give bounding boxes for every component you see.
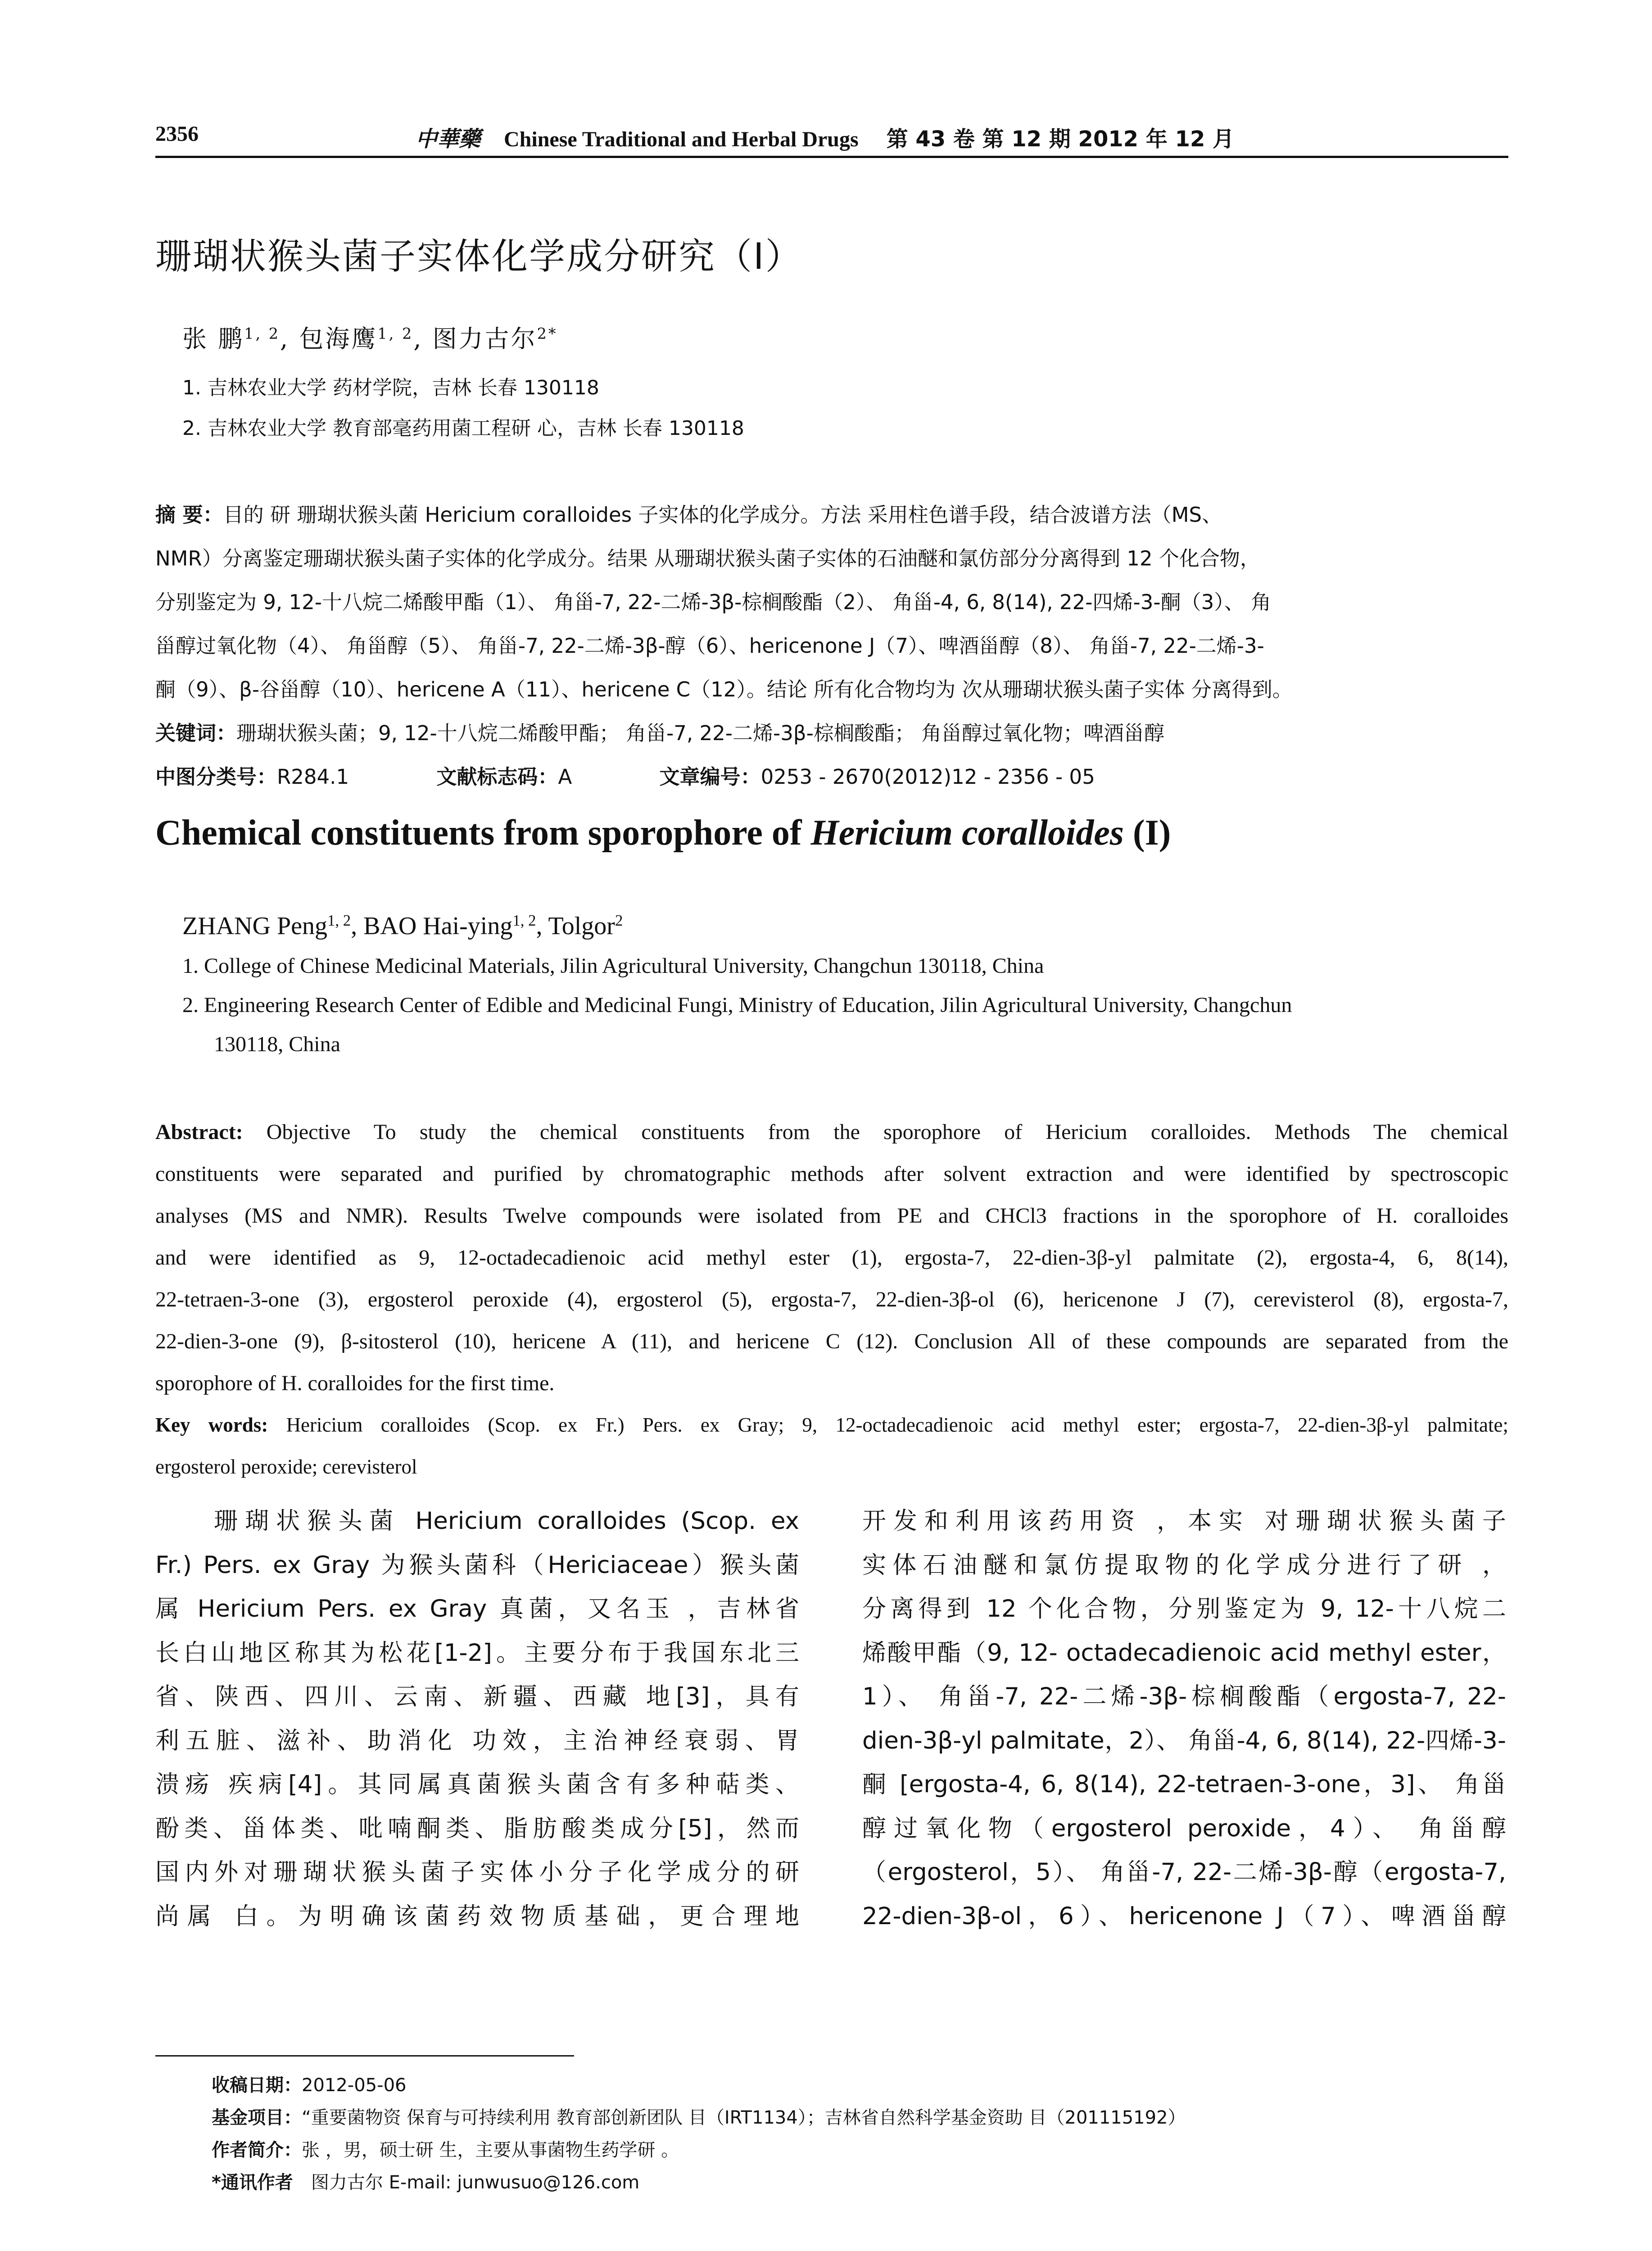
keywords-en-label: Key words: xyxy=(155,1414,268,1436)
keywords-cn-label: 关键词： xyxy=(155,721,237,745)
abstract-en-line: and were identified as 9, 12-octadecadienoic acid methyl ester (1), ergosta-7, 22-dien-3β-yl palmitate (2), ergosta-4, 6, 8(14), xyxy=(155,1246,1508,1270)
authors-en: ZHANG Peng$^{1, 2}$, BAO Hai-ying$^{1, 2}$, Tolgor$^2$ xyxy=(182,911,623,940)
affiliation-2-en: 2. Engineering Research Center of Edible and Medicinal Fungi, Ministry of Education, Jilin Agricultural University, Changchun xyxy=(182,993,1292,1017)
abstract-cn-line: 分别鉴定为 9, 12-十八烷二烯酸甲酯（1）、 角甾-7, 22-二烯-3β-棕榈酸酯（2）、 角甾-4, 6, 8(14), 22-四烯-3-酮（3）、 角 xyxy=(155,590,1272,614)
abstract-cn-line: 甾醇过氧化物（4）、 角甾醇（5）、 角甾-7, 22-二烯-3β-醇（6）、hericenone J（7）、啤酒甾醇（8）、 角甾-7, 22-二烯-3- xyxy=(155,634,1264,658)
body-line: 实体石油醚和氯仿提取物的化学成分进行了研 ， xyxy=(862,1551,1506,1579)
author-1-cn: 张 鹏 xyxy=(182,325,244,353)
abstract-cn xyxy=(155,493,1508,799)
body-line: dien-3β-yl palmitate，2）、 角甾-4, 6, 8(14), 22-四烯-3- xyxy=(862,1727,1506,1754)
abstract-cn-line: 酮（9）、β-谷甾醇（10）、hericene A（11）、hericene C（12）。结论 所有化合物均为 次从珊瑚状猴头菌子实体 分离得到。 xyxy=(155,678,1293,701)
keywords-cn: 珊瑚状猴头菌；9, 12-十八烷二烯酸甲酯； 角甾-7, 22-二烯-3β-棕榈酸酯； 角甾醇过氧化物；啤酒甾醇 xyxy=(236,721,1165,745)
abstract-en-line: 22-tetraen-3-one (3), ergosterol peroxide (4), ergosterol (5), ergosta-7, 22-dien-3β-ol (6), hericenone J (7), cerevisterol (8), ergosta-7, xyxy=(155,1288,1508,1311)
body-line: 国内外对珊瑚状猴头菌子实体小分子化学成分的研 xyxy=(155,1858,799,1886)
body-line: 酚类、甾体类、吡喃酮类、脂肪酸类成分[5]，然而 xyxy=(155,1814,799,1842)
abstract-en-line: analyses (MS and NMR). Results Twelve compounds were isolated from PE and CHCl3 fractions in the sporophore of H. coralloides xyxy=(155,1204,1508,1228)
journal-header xyxy=(416,122,1234,153)
authors-cn: 张 鹏$^{1, 2}$, 包海鹰$^{1, 2}$, 图力古尔$^{2*}$ xyxy=(182,325,558,353)
affiliation-2-cn: 2. 吉林农业大学 教育部毫药用菌工程研 心，吉林 长春 130118 xyxy=(182,417,744,440)
footnote-author: 作者简介：张 ，男，硕士研 生，主要从事菌物生药学研 。 xyxy=(212,2140,679,2161)
footnote-funding: 基金项目：“重要菌物资 保育与可持续利用 教育部创新团队 目（IRT1134）；吉林省自然科学基金资助 目（201115192） xyxy=(212,2107,1186,2128)
author-1-en: ZHANG Peng xyxy=(182,912,327,940)
species-name: Hericium coralloides xyxy=(810,813,1124,853)
author-3-en: Tolgor xyxy=(548,912,615,940)
abstract-en-line: Objective To study the chemical constituents from the sporophore of Hericium coralloides. Methods The chemical xyxy=(266,1120,1508,1144)
abstract-en-line: sporophore of H. coralloides for the first time. xyxy=(155,1371,555,1395)
footnote-rule xyxy=(155,2055,574,2057)
author-3-cn-affil: 2* xyxy=(537,325,558,343)
body-line: 珊瑚状猴头菌 Hericium coralloides (Scop. ex xyxy=(214,1507,799,1535)
article-number: 0253 - 2670(2012)12 - 2356 - 05 xyxy=(760,765,1095,789)
article-title-cn: 珊瑚状猴头菌子实体化学成分研究（I） xyxy=(155,235,803,277)
keywords-en-cont: ergosterol peroxide; cerevisterol xyxy=(155,1455,417,1478)
abstract-en-line: constituents were separated and purified by chromatographic methods after solvent extraction and were identified by spectroscopic xyxy=(155,1162,1508,1186)
page-number: 2356 xyxy=(155,122,199,146)
article-title-en: Chemical constituents from sporophore of Hericium coralloides (I) xyxy=(155,813,1171,853)
affiliation-1-cn: 1. 吉林农业大学 药材学院，吉林 长春 130118 xyxy=(182,376,599,399)
running-header xyxy=(155,122,1508,153)
author-2-en: BAO Hai-ying xyxy=(363,912,513,940)
doc-code: A xyxy=(558,765,572,789)
body-line: 省、陕西、四川、云南、新疆、西藏 地[3]，具有 xyxy=(155,1683,799,1710)
author-1-cn-affil: 1, 2 xyxy=(244,325,281,343)
affiliation-2-en-cont: 130118, China xyxy=(214,1032,340,1056)
body-column-left xyxy=(155,1499,799,1938)
abstract-en-label: Abstract: xyxy=(155,1120,243,1144)
journal-logo-cn: 中華藥 xyxy=(416,127,481,152)
classification-line xyxy=(155,755,1508,799)
body-line: 长白山地区称其为松花[1-2]。主要分布于我国东北三 xyxy=(155,1639,799,1667)
keywords-en: Hericium coralloides (Scop. ex Fr.) Pers. ex Gray; 9, 12-octadecadienoic acid methyl ester; ergosta-7, 22-dien-3β-yl palmitate; xyxy=(286,1414,1508,1436)
clc-label: 中图分类号： xyxy=(155,765,277,789)
author-2-cn-affil: 1, 2 xyxy=(377,325,414,343)
body-line: 尚属 白。为明确该菌药效物质基础，更合理地 xyxy=(155,1902,799,1930)
doc-code-label: 文献标志码： xyxy=(436,765,558,789)
body-line: 开发和利用该药用资 ，本实 对珊瑚状猴头菌子 xyxy=(862,1507,1506,1535)
affiliation-1-en: 1. College of Chinese Medicinal Materials, Jilin Agricultural University, Changchun 130118, China xyxy=(182,954,1044,978)
body-line: 1）、 角甾-7, 22-二烯-3β-棕榈酸酯（ergosta-7, 22- xyxy=(862,1683,1506,1710)
body-line: 酮 [ergosta-4, 6, 8(14), 22-tetraen-3-one，3]、 角甾 xyxy=(862,1771,1506,1798)
body-line: 烯酸甲酯（9, 12- octadecadienoic acid methyl ester， xyxy=(862,1639,1506,1667)
abstract-en xyxy=(155,1111,1508,1488)
body-line: 醇过氧化物（ergosterol peroxide，4）、 角甾醇 xyxy=(862,1814,1506,1842)
body-line: （ergosterol，5）、 角甾-7, 22-二烯-3β-醇（ergosta-7, xyxy=(862,1858,1506,1886)
clc-code: R284.1 xyxy=(277,765,349,789)
author-2-cn: 包海鹰 xyxy=(299,325,378,353)
abstract-cn-label: 摘 要： xyxy=(155,503,223,527)
body-column-right xyxy=(862,1499,1506,1938)
author-3-cn: 图力古尔 xyxy=(432,325,537,353)
abstract-en-line: 22-dien-3-one (9), β-sitosterol (10), hericene A (11), and hericene C (12). Conclusion All of these compounds are separated from the xyxy=(155,1329,1508,1353)
footnote-received: 收稿日期：2012-05-06 xyxy=(212,2075,407,2096)
body-line: 利五脏、滋补、助消化 功效，主治神经衰弱、胃 xyxy=(155,1727,799,1754)
abstract-cn-line: NMR）分离鉴定珊瑚状猴头菌子实体的化学成分。结果 从珊瑚状猴头菌子实体的石油醚和氯仿部分分离得到 12 个化合物， xyxy=(155,547,1260,570)
footnote-corresponding: *通讯作者 图力古尔 E-mail: junwusuo@126.com xyxy=(212,2172,640,2193)
body-line: 分离得到 12 个化合物，分别鉴定为 9, 12-十八烷二 xyxy=(862,1595,1506,1623)
article-number-label: 文章编号： xyxy=(659,765,761,789)
abstract-cn-line: 目的 研 珊瑚状猴头菌 Hericium coralloides 子实体的化学成分。方法 采用柱色谱手段，结合波谱方法（MS、 xyxy=(223,503,1222,527)
header-rule xyxy=(155,156,1508,158)
journal-issue: 第 43 卷 第 12 期 2012 年 12 月 xyxy=(886,127,1235,152)
body-line: 溃疡 疾病[4]。其同属真菌猴头菌含有多种萜类、 xyxy=(155,1771,799,1798)
body-line: 22-dien-3β-ol，6）、hericenone J（7）、啤酒甾醇 xyxy=(862,1902,1506,1930)
journal-name-en: Chinese Traditional and Herbal Drugs xyxy=(504,127,859,151)
body-line: Fr.) Pers. ex Gray 为猴头菌科（Hericiaceae）猴头菌 xyxy=(155,1551,799,1579)
body-line: 属 Hericium Pers. ex Gray 真菌，又名玉 ，吉林省 xyxy=(155,1595,799,1623)
